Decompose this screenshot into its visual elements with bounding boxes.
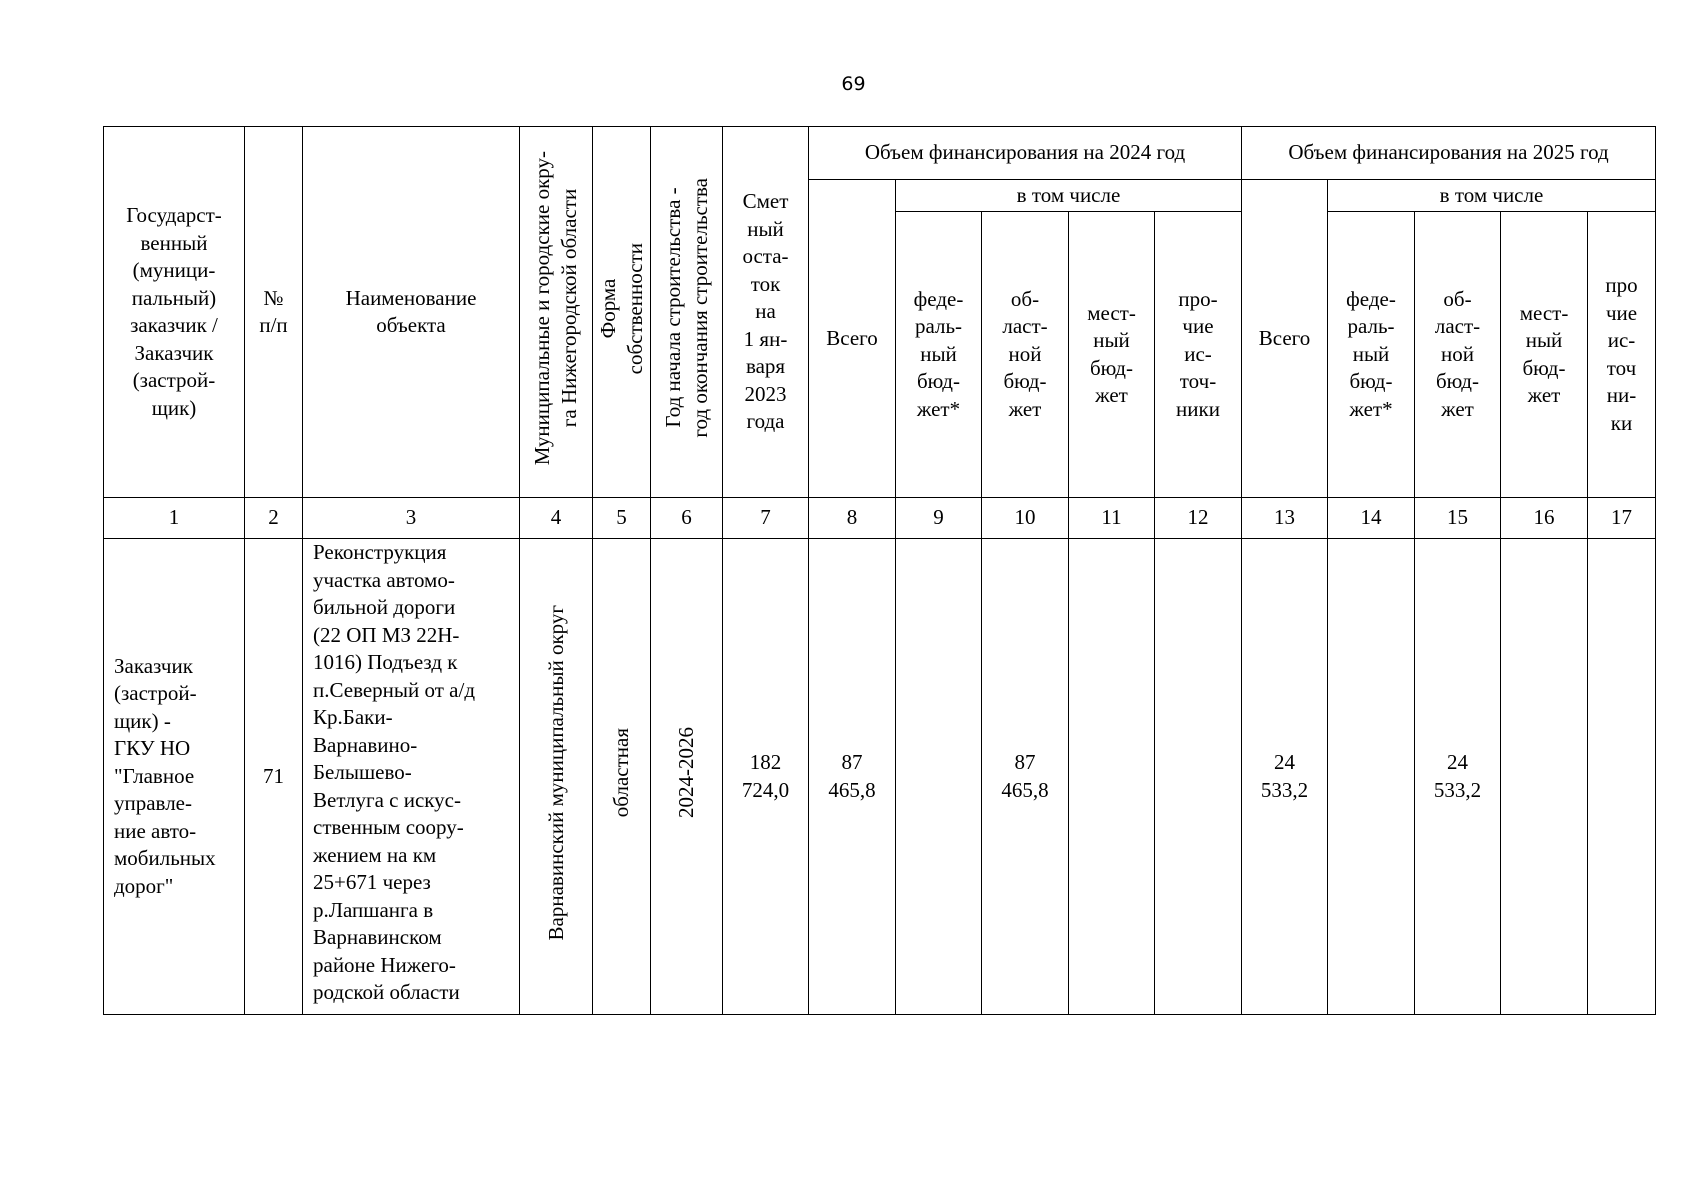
header-including-2025: в том числе — [1328, 180, 1656, 212]
column-number: 6 — [651, 498, 723, 539]
header-other-2025: про чие ис- точ ни- ки — [1588, 212, 1656, 498]
column-number: 17 — [1588, 498, 1656, 539]
header-ownership: Форма собственности — [593, 127, 651, 498]
header-years: Год начала строительства - год окончания строительства — [651, 127, 723, 498]
header-municipality: Муниципальные и городские окру- га Нижегородской области — [520, 127, 593, 498]
header-funding-2024: Объем финансирования на 2024 год — [809, 127, 1242, 180]
column-number: 4 — [520, 498, 593, 539]
cell-total-2024: 87 465,8 — [809, 539, 896, 1015]
header-local-2024: мест- ный бюд- жет — [1069, 212, 1155, 498]
header-estimate-remainder: Смет ный оста- ток на 1 ян- варя 2023 года — [723, 127, 809, 498]
header-total-2025: Всего — [1242, 180, 1328, 498]
header-federal-2024: феде- раль- ный бюд- жет* — [896, 212, 982, 498]
column-number: 15 — [1415, 498, 1501, 539]
cell-other-2024 — [1155, 539, 1242, 1015]
column-number: 3 — [303, 498, 520, 539]
cell-estimate-remainder: 182 724,0 — [723, 539, 809, 1015]
cell-object-name: Реконструкция участка автомо- бильной дороги (22 ОП МЗ 22Н- 1016) Подъезд к п.Северный от а/д Кр.Баки- Варнавино- Белышево- Ветлуга с искус- ственным соору- жением на км 25+671 через р.Лапшанга в Варнавинском районе Нижего- родской области — [303, 539, 520, 1015]
cell-regional-2024: 87 465,8 — [982, 539, 1069, 1015]
cell-federal-2025 — [1328, 539, 1415, 1015]
header-object-name: Наименование объекта — [303, 127, 520, 498]
header-funding-2025: Объем финансирования на 2025 год — [1242, 127, 1656, 180]
column-number: 11 — [1069, 498, 1155, 539]
header-total-2024: Всего — [809, 180, 896, 498]
cell-local-2025 — [1501, 539, 1588, 1015]
column-number: 8 — [809, 498, 896, 539]
header-number: № п/п — [245, 127, 303, 498]
column-number: 1 — [104, 498, 245, 539]
column-number: 10 — [982, 498, 1069, 539]
header-regional-2024: об- ласт- ной бюд- жет — [982, 212, 1069, 498]
column-number: 7 — [723, 498, 809, 539]
header-customer: Государст- венный (муници- пальный) заказчик / Заказчик (застрой- щик) — [104, 127, 245, 498]
cell-years: 2024-2026 — [651, 539, 723, 1015]
cell-number: 71 — [245, 539, 303, 1015]
header-row-1 — [104, 127, 1656, 180]
table-row — [104, 539, 1656, 1015]
cell-total-2025: 24 533,2 — [1242, 539, 1328, 1015]
header-other-2024: про- чие ис- точ- ники — [1155, 212, 1242, 498]
construction-funding-table — [103, 126, 1656, 1015]
cell-regional-2025: 24 533,2 — [1415, 539, 1501, 1015]
column-number: 5 — [593, 498, 651, 539]
cell-ownership: областная — [593, 539, 651, 1015]
header-regional-2025: об- ласт- ной бюд- жет — [1415, 212, 1501, 498]
column-number: 16 — [1501, 498, 1588, 539]
cell-local-2024 — [1069, 539, 1155, 1015]
column-number: 14 — [1328, 498, 1415, 539]
column-number: 13 — [1242, 498, 1328, 539]
header-local-2025: мест- ный бюд- жет — [1501, 212, 1588, 498]
column-number: 12 — [1155, 498, 1242, 539]
header-federal-2025: феде- раль- ный бюд- жет* — [1328, 212, 1415, 498]
cell-municipality: Варнавинский муниципальный округ — [520, 539, 593, 1015]
column-number: 2 — [245, 498, 303, 539]
header-including-2024: в том числе — [896, 180, 1242, 212]
cell-federal-2024 — [896, 539, 982, 1015]
column-number-row — [104, 498, 1656, 539]
cell-customer: Заказчик (застрой- щик) - ГКУ НО "Главное управле- ние авто- мобильных дорог" — [104, 539, 245, 1015]
column-number: 9 — [896, 498, 982, 539]
page-number: 69 — [841, 73, 866, 95]
cell-other-2025 — [1588, 539, 1656, 1015]
